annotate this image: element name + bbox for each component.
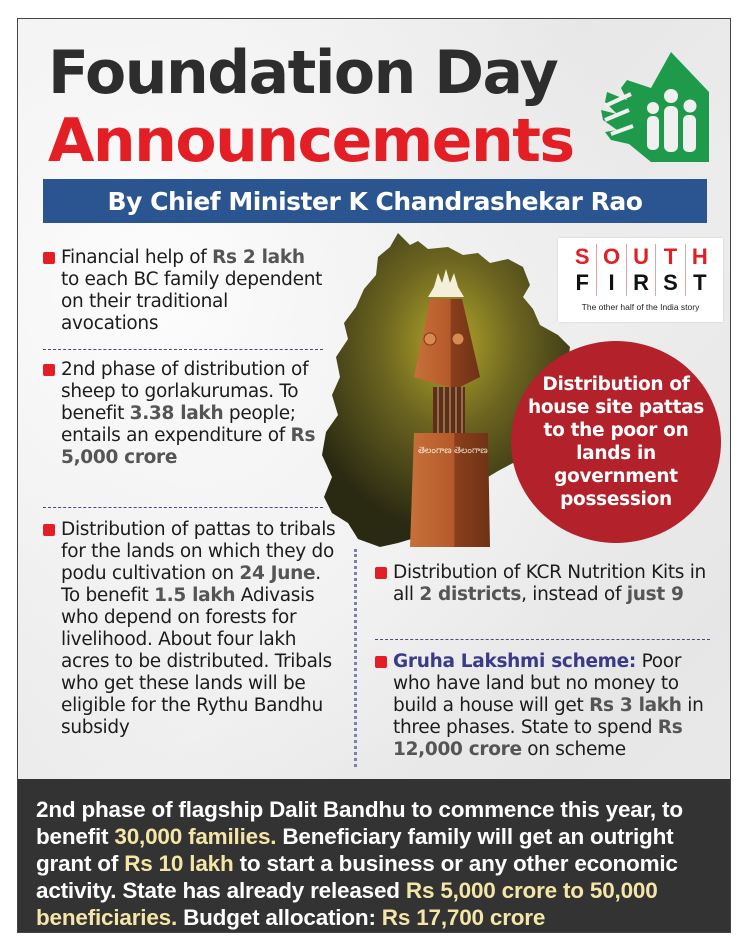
announcement-sheep-distribution: [43, 359, 328, 499]
bullet-icon: [43, 364, 55, 376]
divider: [375, 639, 710, 640]
bullet-icon: [375, 656, 387, 668]
announcement-bc-financial-help: [43, 247, 323, 337]
item-text: Distribution of KCR Nutrition Kits in all 2 districts, instead of just 9: [393, 562, 706, 605]
announcement-gruha-lakshmi: [375, 651, 720, 771]
tower-telugu-label: తెలంగాణ: [418, 446, 452, 456]
item-text: Distribution of pattas to tribals for the lands on which they do podu cultivation on 24 June. To benefit 1.5 lakh Adivasis who depend on forests for livelihood. About four lakh acres to be distributed. Tribals who get these lands will be eligible for the Rythu Bandhu subsidy: [61, 519, 336, 738]
house-site-pattas-callout: Distribution of house site pattas to the poor on lands in government possession: [511, 341, 721, 543]
title-line-2: Announcements: [48, 106, 574, 176]
south-first-logo: [558, 238, 723, 322]
logo-row-first: F I R S T: [568, 270, 714, 296]
announcement-tribal-pattas: [43, 519, 338, 769]
bullet-icon: [43, 524, 55, 536]
dalit-bandhu-text: 2nd phase of flagship Dalit Bandhu to commence this year, to benefit 30,000 families. Beneficiary family will get an outright grant of Rs 10 lakh to start a business or any other economic activity. State has already released Rs 5,000 crore to 50,000 beneficiaries. Budget allocation: Rs 17,700 crore: [36, 797, 683, 930]
bullet-icon: [43, 252, 55, 264]
bullet-icon: [375, 567, 387, 579]
item-text: 2nd phase of distribution of sheep to gorlakurumas. To benefit 3.38 lakh people; entails an expenditure of Rs 5,000 crore: [61, 359, 316, 468]
infographic-frame: [17, 18, 731, 933]
item-text: Financial help of Rs 2 lakh to each BC family dependent on their traditional avocations: [61, 247, 323, 334]
logo-tagline: The other half of the India story: [581, 302, 700, 312]
helping-hand-family-icon: [591, 44, 716, 169]
logo-row-south: S O U T H: [568, 244, 714, 270]
item-text: Gruha Lakshmi scheme: Poor who have land but no money to build a house will get Rs 3 lakh in three phases. State to spend Rs 12,000 crore on scheme: [393, 651, 704, 760]
dalit-bandhu-box: [18, 779, 730, 932]
title-line-1: Foundation Day: [48, 38, 558, 108]
announcement-kcr-nutrition-kits: [375, 562, 715, 632]
subtitle-banner: By Chief Minister K Chandrashekar Rao: [43, 179, 707, 223]
divider: [43, 349, 323, 350]
svg-text:తెలంగాణ: తెలంగాణ: [454, 446, 488, 456]
vertical-divider: [354, 549, 357, 767]
divider: [43, 507, 323, 508]
